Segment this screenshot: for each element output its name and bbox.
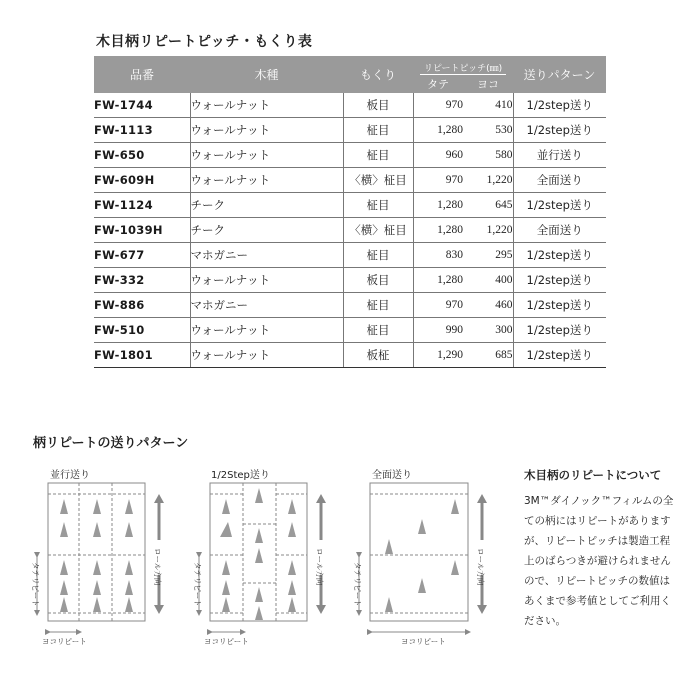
cell-code: FW-1124 (94, 193, 190, 218)
cell-pattern: 1/2step送り (513, 343, 606, 368)
cell-code: FW-609H (94, 168, 190, 193)
cell-pattern: 1/2step送り (513, 93, 606, 118)
cell-pattern: 1/2step送り (513, 118, 606, 143)
cell-grain: 柾目 (343, 143, 413, 168)
cell-tate: 970 (413, 168, 463, 193)
cell-yoko: 460 (463, 293, 513, 318)
cell-grain: 〈横〉柾目 (343, 168, 413, 193)
cell-code: FW-1744 (94, 93, 190, 118)
cell-wood: ウォールナット (190, 318, 343, 343)
cell-wood: マホガニー (190, 293, 343, 318)
yoko-repeat-label: ヨコリピート (401, 637, 446, 646)
cell-wood: ウォールナット (190, 268, 343, 293)
cell-wood: ウォールナット (190, 343, 343, 368)
tate-repeat-label: タテリピート (193, 562, 202, 607)
diagram-full (359, 483, 487, 632)
cell-tate: 970 (413, 93, 463, 118)
about-title: 木目柄のリピートについて (524, 468, 662, 482)
cell-wood: ウォールナット (190, 168, 343, 193)
cell-grain: 柾目 (343, 193, 413, 218)
cell-code: FW-1113 (94, 118, 190, 143)
cell-wood: ウォールナット (190, 118, 343, 143)
cell-grain: 板目 (343, 268, 413, 293)
cell-grain: 柾目 (343, 118, 413, 143)
cell-code: FW-332 (94, 268, 190, 293)
header-code: 品番 (94, 56, 190, 93)
cell-grain: 柾目 (343, 243, 413, 268)
cell-wood: マホガニー (190, 243, 343, 268)
roll-direction-label: ロール方向 (153, 548, 162, 586)
cell-grain: 板柾 (343, 343, 413, 368)
triangle-group (220, 488, 296, 620)
cell-pattern: 1/2step送り (513, 293, 606, 318)
cell-wood: ウォールナット (190, 93, 343, 118)
roll-direction-label: ロール方向 (315, 548, 324, 586)
yoko-repeat-label: ヨコリピート (42, 637, 87, 646)
cell-tate: 1,290 (413, 343, 463, 368)
pattern-label-parallel: 並行送り (50, 470, 90, 481)
pattern-label-full: 全面送り (372, 470, 412, 481)
cell-grain: 板目 (343, 93, 413, 118)
cell-pattern: 1/2step送り (513, 268, 606, 293)
cell-code: FW-677 (94, 243, 190, 268)
cell-tate: 960 (413, 143, 463, 168)
cell-code: FW-886 (94, 293, 190, 318)
cell-yoko: 645 (463, 193, 513, 218)
cell-grain: 柾目 (343, 293, 413, 318)
cell-yoko: 300 (463, 318, 513, 343)
cell-pattern: 全面送り (513, 218, 606, 243)
cell-pattern: 1/2step送り (513, 243, 606, 268)
cell-yoko: 295 (463, 243, 513, 268)
header-grain: もくり (343, 56, 413, 93)
cell-grain: 柾目 (343, 318, 413, 343)
pattern-label-halfstep: 1/2Step送り (211, 470, 270, 481)
cell-yoko: 1,220 (463, 168, 513, 193)
cell-wood: チーク (190, 218, 343, 243)
cell-yoko: 580 (463, 143, 513, 168)
cell-pattern: 1/2step送り (513, 193, 606, 218)
patterns-title: 柄リピートの送りパターン (33, 436, 189, 451)
cell-wood: チーク (190, 193, 343, 218)
cell-tate: 1,280 (413, 218, 463, 243)
diagram-parallel (37, 483, 164, 632)
cell-tate: 1,280 (413, 118, 463, 143)
cell-code: FW-1801 (94, 343, 190, 368)
cell-wood: ウォールナット (190, 143, 343, 168)
cell-yoko: 685 (463, 343, 513, 368)
cell-yoko: 400 (463, 268, 513, 293)
cell-code: FW-510 (94, 318, 190, 343)
header-wood: 木種 (190, 56, 343, 93)
cell-tate: 1,280 (413, 268, 463, 293)
cell-tate: 990 (413, 318, 463, 343)
tate-repeat-label: タテリピート (31, 562, 40, 607)
roll-direction-label: ロール方向 (476, 548, 485, 586)
cell-yoko: 410 (463, 93, 513, 118)
yoko-repeat-label: ヨコリピート (204, 637, 249, 646)
cell-pattern: 並行送り (513, 143, 606, 168)
cell-pattern: 1/2step送り (513, 318, 606, 343)
cell-tate: 970 (413, 293, 463, 318)
cell-tate: 830 (413, 243, 463, 268)
header-pattern: 送りパターン (513, 56, 606, 93)
film-sheet (370, 483, 468, 621)
cell-pattern: 全面送り (513, 168, 606, 193)
header-yoko: ヨコ (463, 74, 513, 93)
tate-repeat-label: タテリピート (353, 562, 362, 607)
header-pitch-label: リピートピッチ(㎜) (420, 64, 506, 75)
header-tate: タテ (413, 74, 463, 93)
diagram-halfstep (199, 483, 326, 632)
cell-tate: 1,280 (413, 193, 463, 218)
about-text: 3M™ダイノック™フィルムの全ての柄にはリピートがありますが、リピートピッチは製造工程上のばらつきが避けられませんので、リピートピッチの数値はあくまで参考値としてご利用ください。 (524, 495, 674, 627)
cell-yoko: 530 (463, 118, 513, 143)
cell-code: FW-1039H (94, 218, 190, 243)
cell-code: FW-650 (94, 143, 190, 168)
cell-grain: 〈横〉柾目 (343, 218, 413, 243)
table-title: 木目柄リピートピッチ・もくり表 (96, 34, 313, 50)
cell-yoko: 1,220 (463, 218, 513, 243)
